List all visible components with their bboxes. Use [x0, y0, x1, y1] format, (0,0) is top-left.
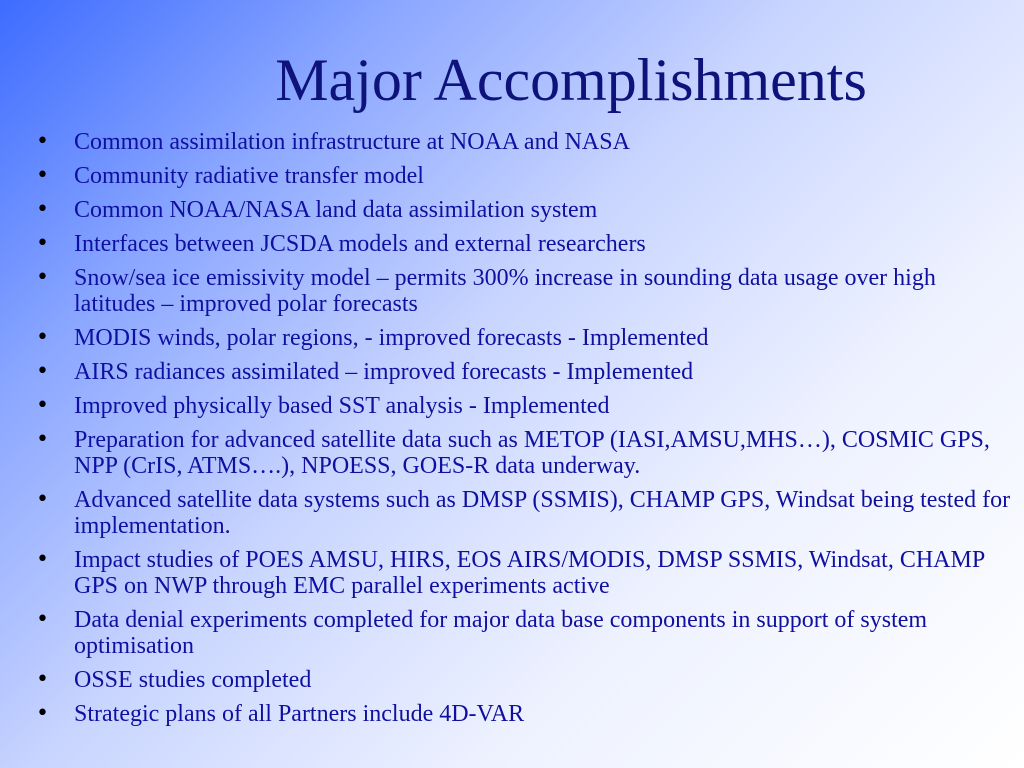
bullet-text: Preparation for advanced satellite data such as METOP (IASI,AMSU,MHS…), COSMIC GPS, NPP (CrIS, ATMS….), NPOESS, GOES-R data underway. — [74, 427, 990, 479]
bullet-dot-icon: • — [36, 197, 49, 222]
bullet-dot-icon: • — [36, 231, 49, 256]
bullet-text: Common assimilation infrastructure at NOAA and NASA — [74, 129, 630, 155]
bullet-item — [36, 265, 1011, 317]
bullet-dot-icon: • — [36, 129, 49, 154]
bullet-text: Common NOAA/NASA land data assimilation system — [74, 197, 598, 223]
bullet-dot-icon: • — [36, 487, 49, 512]
bullet-item — [36, 667, 1011, 693]
bullet-list — [36, 129, 1011, 735]
bullet-item — [36, 427, 1011, 479]
bullet-dot-icon: • — [36, 667, 49, 692]
bullet-item — [36, 359, 1011, 385]
slide-title: Major Accomplishments — [275, 47, 867, 113]
bullet-dot-icon: • — [36, 547, 49, 572]
bullet-dot-icon: • — [36, 427, 49, 452]
bullet-text: Data denial experiments completed for major data base components in support of system optimisation — [74, 607, 928, 659]
bullet-item — [36, 129, 1011, 155]
bullet-item — [36, 163, 1011, 189]
bullet-item — [36, 393, 1011, 419]
bullet-text: Advanced satellite data systems such as DMSP (SSMIS), CHAMP GPS, Windsat being tested for implementation. — [74, 487, 1011, 539]
bullet-dot-icon: • — [36, 325, 49, 350]
bullet-text: Community radiative transfer model — [74, 163, 424, 189]
bullet-dot-icon: • — [36, 607, 49, 632]
bullet-text: AIRS radiances assimilated – improved forecasts - Implemented — [74, 359, 694, 385]
bullet-item — [36, 547, 1011, 599]
bullet-dot-icon: • — [36, 163, 49, 188]
bullet-text: Interfaces between JCSDA models and external researchers — [74, 231, 646, 257]
bullet-text: Strategic plans of all Partners include 4D-VAR — [74, 701, 525, 727]
bullet-item — [36, 607, 1011, 659]
bullet-item — [36, 487, 1011, 539]
bullet-text: OSSE studies completed — [74, 667, 312, 693]
bullet-item — [36, 231, 1011, 257]
bullet-item — [36, 701, 1011, 727]
bullet-text: Snow/sea ice emissivity model – permits 300% increase in sounding data usage over high latitudes – improved polar forecasts — [74, 265, 936, 317]
bullet-dot-icon: • — [36, 393, 49, 418]
bullet-dot-icon: • — [36, 265, 49, 290]
bullet-item — [36, 197, 1011, 223]
bullet-dot-icon: • — [36, 701, 49, 726]
bullet-text: Impact studies of POES AMSU, HIRS, EOS AIRS/MODIS, DMSP SSMIS, Windsat, CHAMP GPS on NWP through EMC parallel experiments active — [74, 547, 985, 599]
bullet-dot-icon: • — [36, 359, 49, 384]
bullet-text: MODIS winds, polar regions, - improved forecasts - Implemented — [74, 325, 709, 351]
bullet-item — [36, 325, 1011, 351]
bullet-text: Improved physically based SST analysis - Implemented — [74, 393, 610, 419]
